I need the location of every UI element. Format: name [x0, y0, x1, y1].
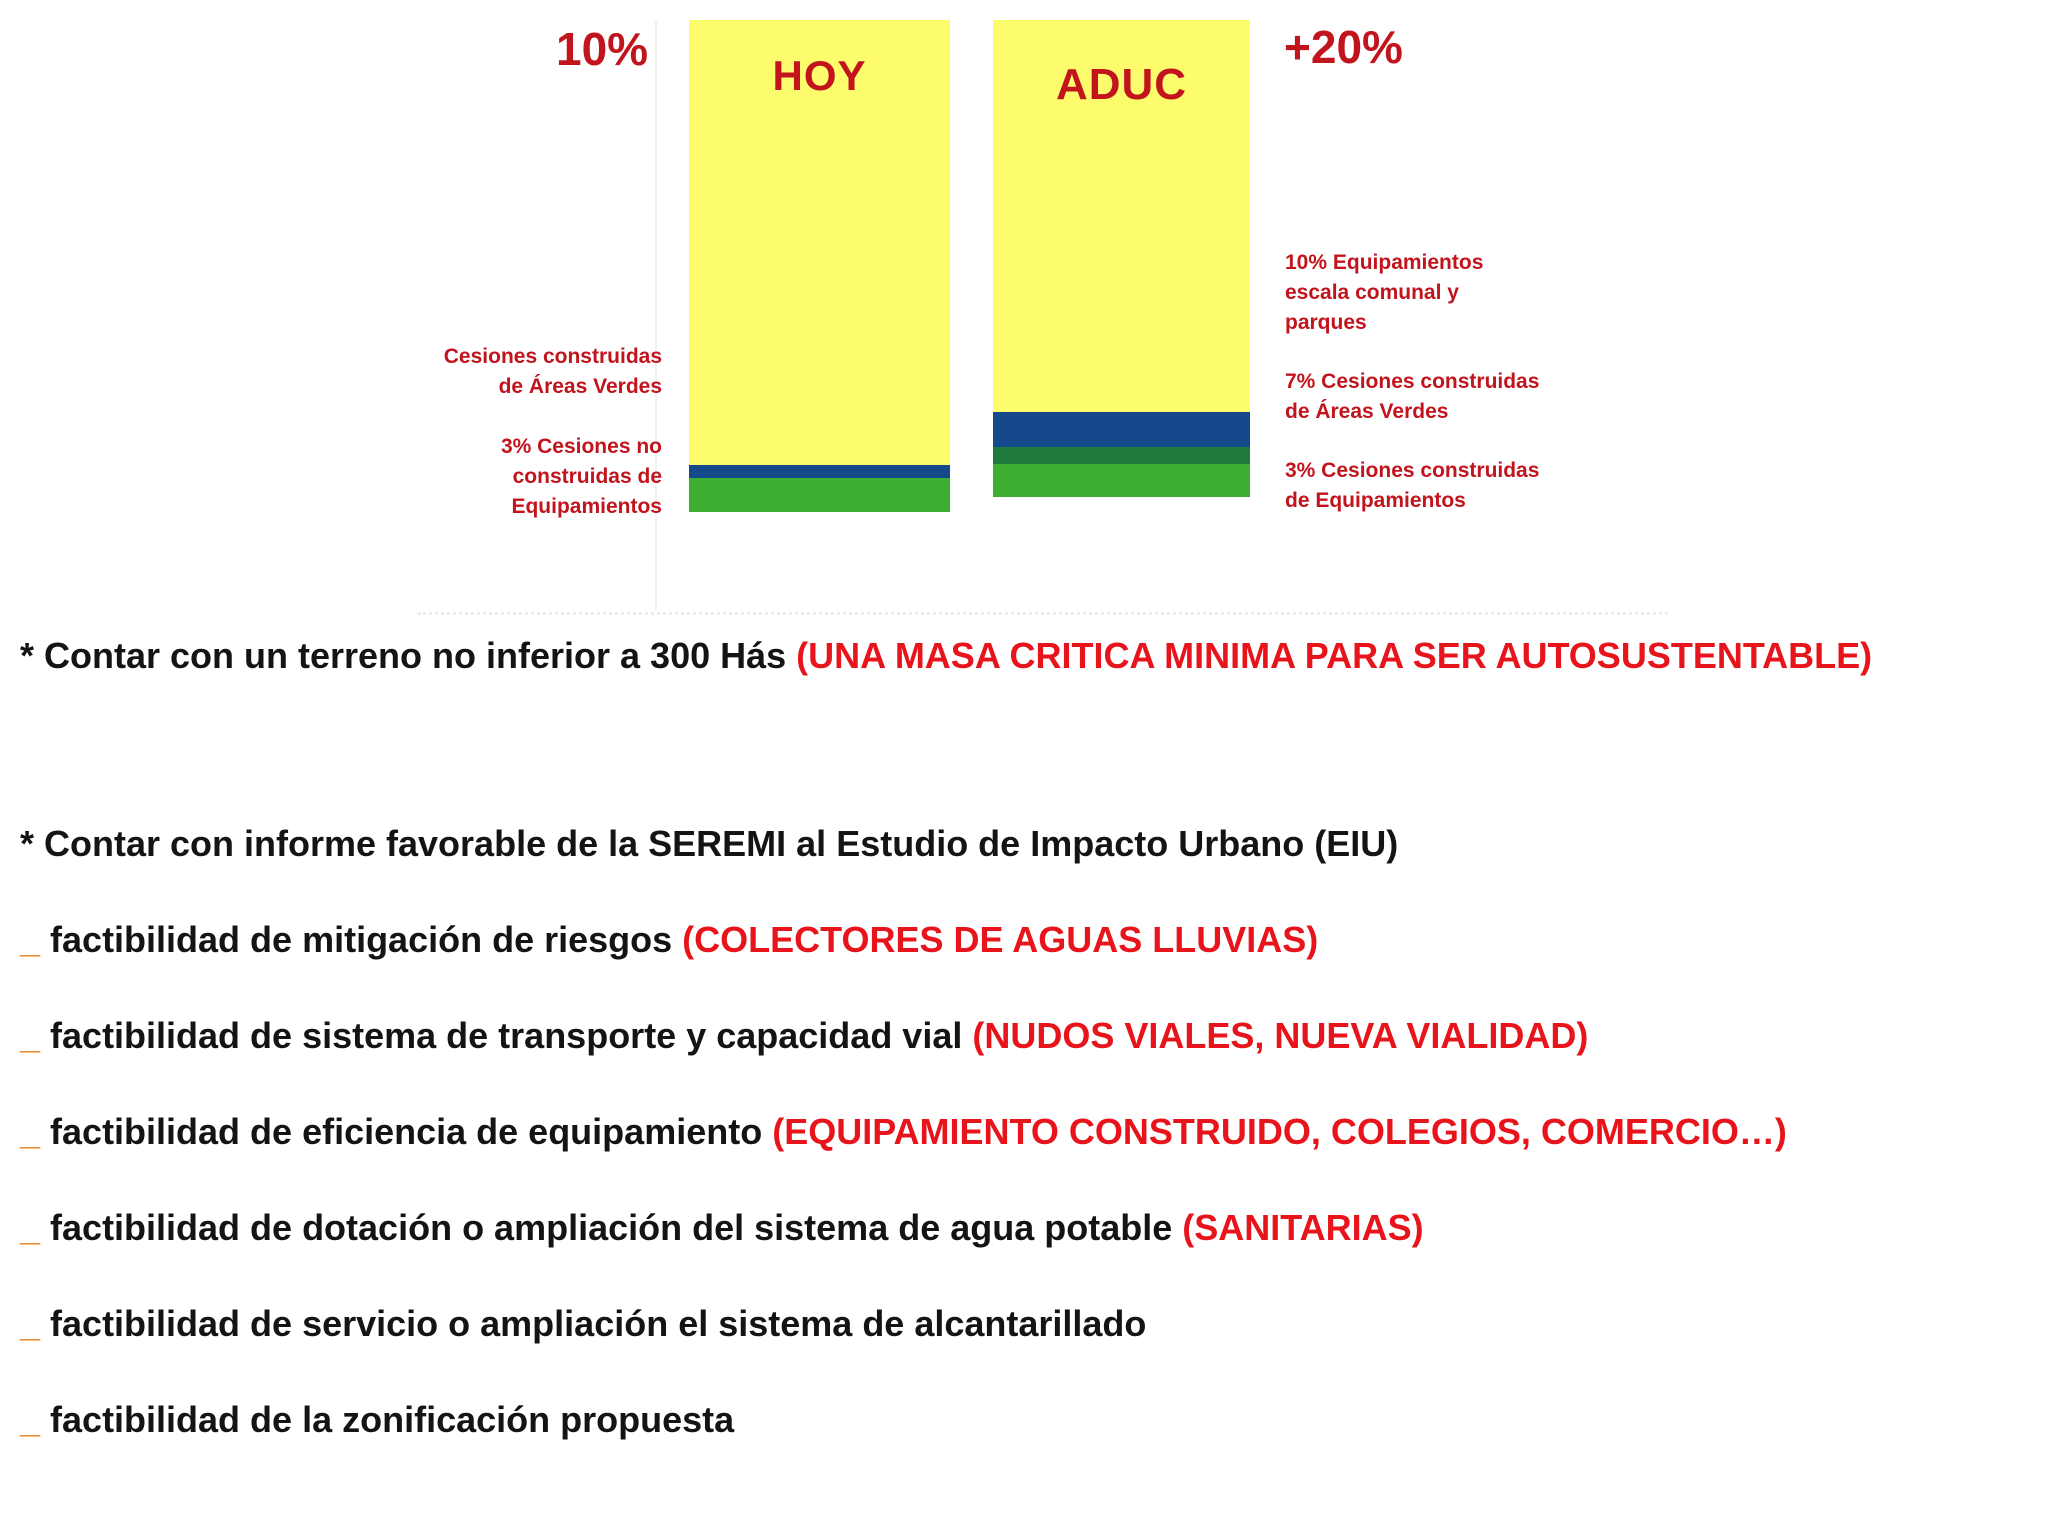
- factibilidad-equipamiento-text: factibilidad de eficiencia de equipamiento: [50, 1111, 773, 1152]
- factibilidad-zonificacion-text: factibilidad de la zonificación propuesta: [50, 1399, 735, 1440]
- requirement-eiu-text: * Contar con informe favorable de la SEREMI al Estudio de Impacto Urbano (EIU): [20, 823, 1399, 864]
- factibilidad-equipamiento: [20, 1110, 2030, 1154]
- factibilidad-alcantarillado: [20, 1302, 2030, 1346]
- factibilidad-riesgos-text: factibilidad de mitigación de riesgos: [50, 919, 683, 960]
- factibilidad-alcantarillado-text: factibilidad de servicio o ampliación el sistema de alcantarillado: [50, 1303, 1147, 1344]
- factibilidad-agua-potable-note: (SANITARIAS): [1182, 1207, 1424, 1248]
- note-aduc-equipamientos: 3% Cesiones construidas de Equipamientos: [1285, 459, 1540, 512]
- note-aduc-equipamientos-comunal: 10% Equipamientos escala comunal y parques: [1285, 251, 1484, 334]
- bar-title-aduc: ADUC: [1055, 60, 1188, 109]
- factibilidad-transporte-text: factibilidad de sistema de transporte y capacidad vial: [50, 1015, 973, 1056]
- bar-aduc-segment-areas-verdes: [993, 447, 1250, 464]
- note-hoy-areas-verdes: Cesiones construidas de Áreas Verdes: [443, 345, 662, 398]
- factibilidad-transporte-note: (NUDOS VIALES, NUEVA VIALIDAD): [972, 1015, 1589, 1056]
- requirement-terreno: [20, 634, 2030, 678]
- percent-label-aduc: +20%: [1284, 21, 1403, 73]
- bullet-dash: _: [20, 919, 51, 960]
- factibilidad-agua-potable-text: factibilidad de dotación o ampliación del sistema de agua potable: [50, 1207, 1183, 1248]
- factibilidad-zonificacion: [20, 1398, 2030, 1442]
- note-hoy-equipamientos: 3% Cesiones no construidas de Equipamientos: [500, 435, 662, 518]
- factibilidad-transporte: [20, 1014, 2030, 1058]
- factibilidad-agua-potable: [20, 1206, 2030, 1250]
- requirement-terreno-text: * Contar con un terreno no inferior a 300 Hás: [20, 635, 797, 676]
- percent-label-hoy: 10%: [556, 23, 649, 75]
- baseline-dotted: [418, 612, 1668, 615]
- bullet-dash: _: [20, 1399, 51, 1440]
- requirement-terreno-note: (UNA MASA CRITICA MINIMA PARA SER AUTOSUSTENTABLE): [796, 635, 1873, 676]
- factibilidad-riesgos-note: (COLECTORES DE AGUAS LLUVIAS): [682, 919, 1319, 960]
- bar-hoy-segment-areas-verdes: [689, 465, 950, 477]
- bar-title-hoy: HOY: [772, 52, 867, 99]
- bullet-dash: _: [20, 1207, 51, 1248]
- bullet-dash: _: [20, 1111, 51, 1152]
- requirement-eiu: [20, 822, 2030, 866]
- bar-hoy-segment-equipamientos: [689, 478, 950, 512]
- bullet-dash: _: [20, 1015, 51, 1056]
- bar-aduc-segment-equipamientos: [993, 464, 1250, 497]
- bar-aduc-segment-equipamientos-comunal: [993, 412, 1250, 446]
- bar-diagram: [0, 0, 2048, 640]
- bullet-dash: _: [20, 1303, 51, 1344]
- note-aduc-areas-verdes: 7% Cesiones construidas de Áreas Verdes: [1285, 370, 1540, 423]
- factibilidad-equipamiento-note: (EQUIPAMIENTO CONSTRUIDO, COLEGIOS, COMERCIO…): [772, 1111, 1787, 1152]
- factibilidad-riesgos: [20, 918, 2030, 962]
